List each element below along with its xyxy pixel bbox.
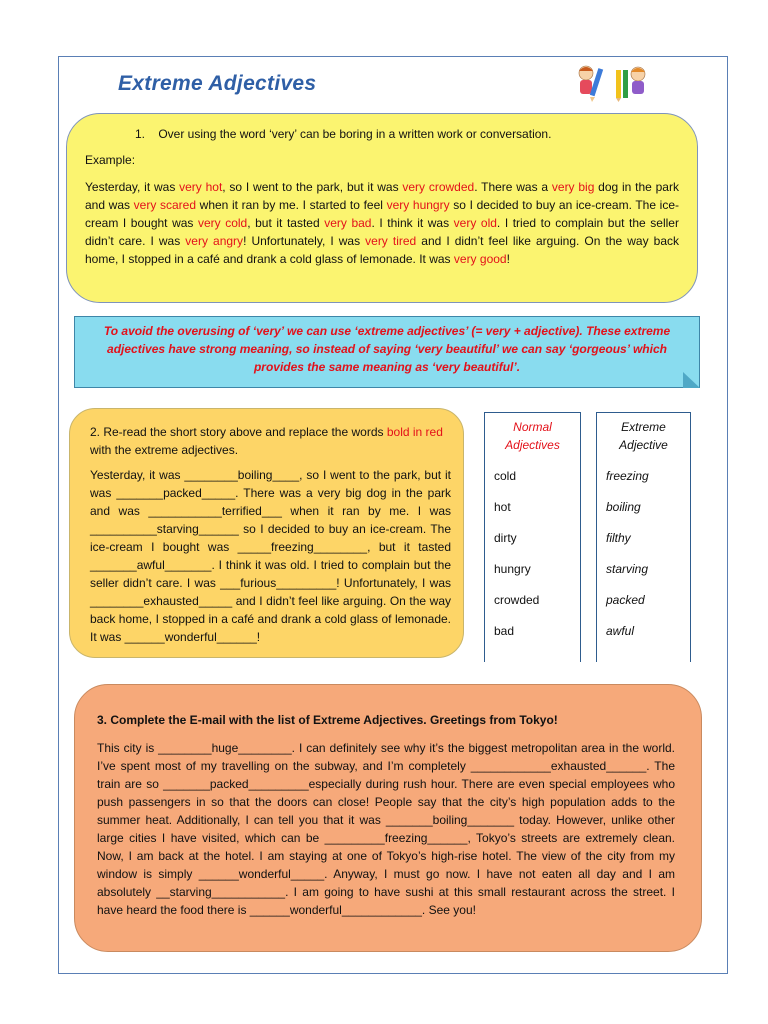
instr-text: 2. Re-read the short story above and replace the words	[90, 425, 387, 439]
story-text: !	[506, 252, 510, 266]
instr-red-text: bold in red	[386, 425, 443, 439]
normal-adjective-item: cold	[494, 469, 517, 483]
extreme-adjectives-heading: Extreme Adjective	[619, 420, 668, 452]
extreme-adjective-item: filthy	[606, 531, 631, 545]
extreme-adjective-item: freezing	[606, 469, 649, 483]
exercise-3-box	[74, 684, 702, 952]
email-text: This city is ________huge________. I can definitely see why it’s the biggest metropolitan area in the world. I’ve spent most of my travelling on the subway, and I’m completely ____________exhausted______. The train are so _______packed_________especially during rush hour. There are even special employees who push passengers in so that the doors can close! People say that the city’s high population adds to the summer heat. Additionally, I can tell you that it was _______boiling_______ today. However, unlike other large cities I have visited, which can be _________freezing______, Tokyo’s streets are extremely clean. Now, I am back at the hotel. I am staying at one of Tokyo’s high-rise hotel. The view of the city from my window is simply ______wonderful_____. Anyway, I must go now. I have not eaten all day and I am absolutely __starving___________. I am going to have sushi at this small restaurant across the street. I have heard the food there is ______wonderful____________. See you!	[97, 741, 675, 917]
exercise-3-heading: 3. Complete the E-mail with the list of Extreme Adjectives. Greetings from Tokyo!	[97, 713, 558, 727]
highlighted-phrase: very hungry	[386, 198, 450, 212]
highlighted-phrase: very crowded	[402, 180, 475, 194]
exercise-2-instructions	[90, 423, 451, 459]
story-text: and I didn’t feel like arguing. On the way back home, I stopped in a café and drank a cold glass of lemonade. It was	[85, 234, 679, 266]
story-text: ! Unfortunately, I was	[243, 234, 366, 248]
story-text: when it ran by me. I started to feel	[196, 198, 387, 212]
highlighted-phrase: very big	[551, 180, 595, 194]
highlighted-phrase: very good	[453, 252, 507, 266]
normal-adjectives-list	[485, 467, 580, 653]
exercise-2-box	[69, 408, 464, 658]
story-text: so I decided to buy an ice-cream. The ice-cream I bought was	[85, 198, 679, 230]
exercise-2-story: Yesterday, it was ________boiling____, so I went to the park, but it was _______packed_____. There was a very big dog in the park and was ___________terrified___ when it ran by me. I was __________starving______ so I decided to buy an ice-cream. The ice-cream I bought was _____freezing________, but it tasted _______awful_______. I think it was old. I tried to complain but the seller didn’t care. I was ___furious_________! Unfortunately, I was ________exhausted_____ and I didn’t feel like arguing. On the way back home, I stopped in a café and drank a cold glass of lemonade. It was ______wonderful______!	[90, 468, 451, 644]
extreme-adjective-item: boiling	[606, 500, 641, 514]
page-title: Extreme Adjectives	[118, 72, 317, 95]
story-text: . There was a	[474, 180, 552, 194]
highlighted-phrase: very bad	[324, 216, 372, 230]
normal-adjectives-heading: Normal Adjectives	[505, 420, 560, 452]
extreme-adjectives-table	[596, 412, 691, 662]
story-text: . I think it was	[371, 216, 454, 230]
story-text: dog in the park and was	[85, 180, 679, 212]
highlighted-phrase: very hot	[179, 180, 223, 194]
normal-adjective-item: hot	[494, 500, 511, 514]
note-fold-corner	[683, 372, 700, 388]
extreme-adjectives-list	[597, 467, 690, 653]
kids-with-pencils-icon	[572, 64, 652, 102]
story-text: Yesterday, it was	[85, 180, 180, 194]
story-text: , but it tasted	[247, 216, 325, 230]
normal-adjectives-table	[484, 412, 581, 662]
highlighted-phrase: very angry	[185, 234, 244, 248]
highlighted-phrase: very old	[453, 216, 497, 230]
normal-adjective-item: crowded	[494, 593, 540, 607]
exercise-1-prompt: 1. Over using the word ‘very’ can be boring in a written work or conversation.	[135, 127, 552, 141]
normal-adjective-item: hungry	[494, 562, 531, 576]
instr-text-end: with the extreme adjectives.	[90, 443, 239, 457]
story-text: , so I went to the park, but it was	[222, 180, 403, 194]
highlighted-phrase: very cold	[197, 216, 248, 230]
extreme-adjective-item: awful	[606, 624, 635, 638]
normal-adjective-item: dirty	[494, 531, 517, 545]
tip-note: To avoid the overusing of ‘very’ we can use ‘extreme adjectives’ (= very + adjective). These extreme adjectives have strong meaning, so instead of saying ‘very beautiful’ we can say ‘gorgeous’ which provides the same meaning as ‘very beautiful’.	[74, 316, 700, 388]
example-label: Example:	[85, 153, 136, 167]
story-text: . I tried to complain but the seller didn’t care. I was	[85, 216, 679, 248]
exercise-1-box	[66, 113, 698, 303]
extreme-adjective-item: starving	[606, 562, 649, 576]
highlighted-phrase: very tired	[365, 234, 417, 248]
extreme-adjective-item: packed	[606, 593, 645, 607]
example-story	[85, 178, 679, 268]
normal-adjective-item: bad	[494, 624, 515, 638]
highlighted-phrase: very scared	[133, 198, 197, 212]
